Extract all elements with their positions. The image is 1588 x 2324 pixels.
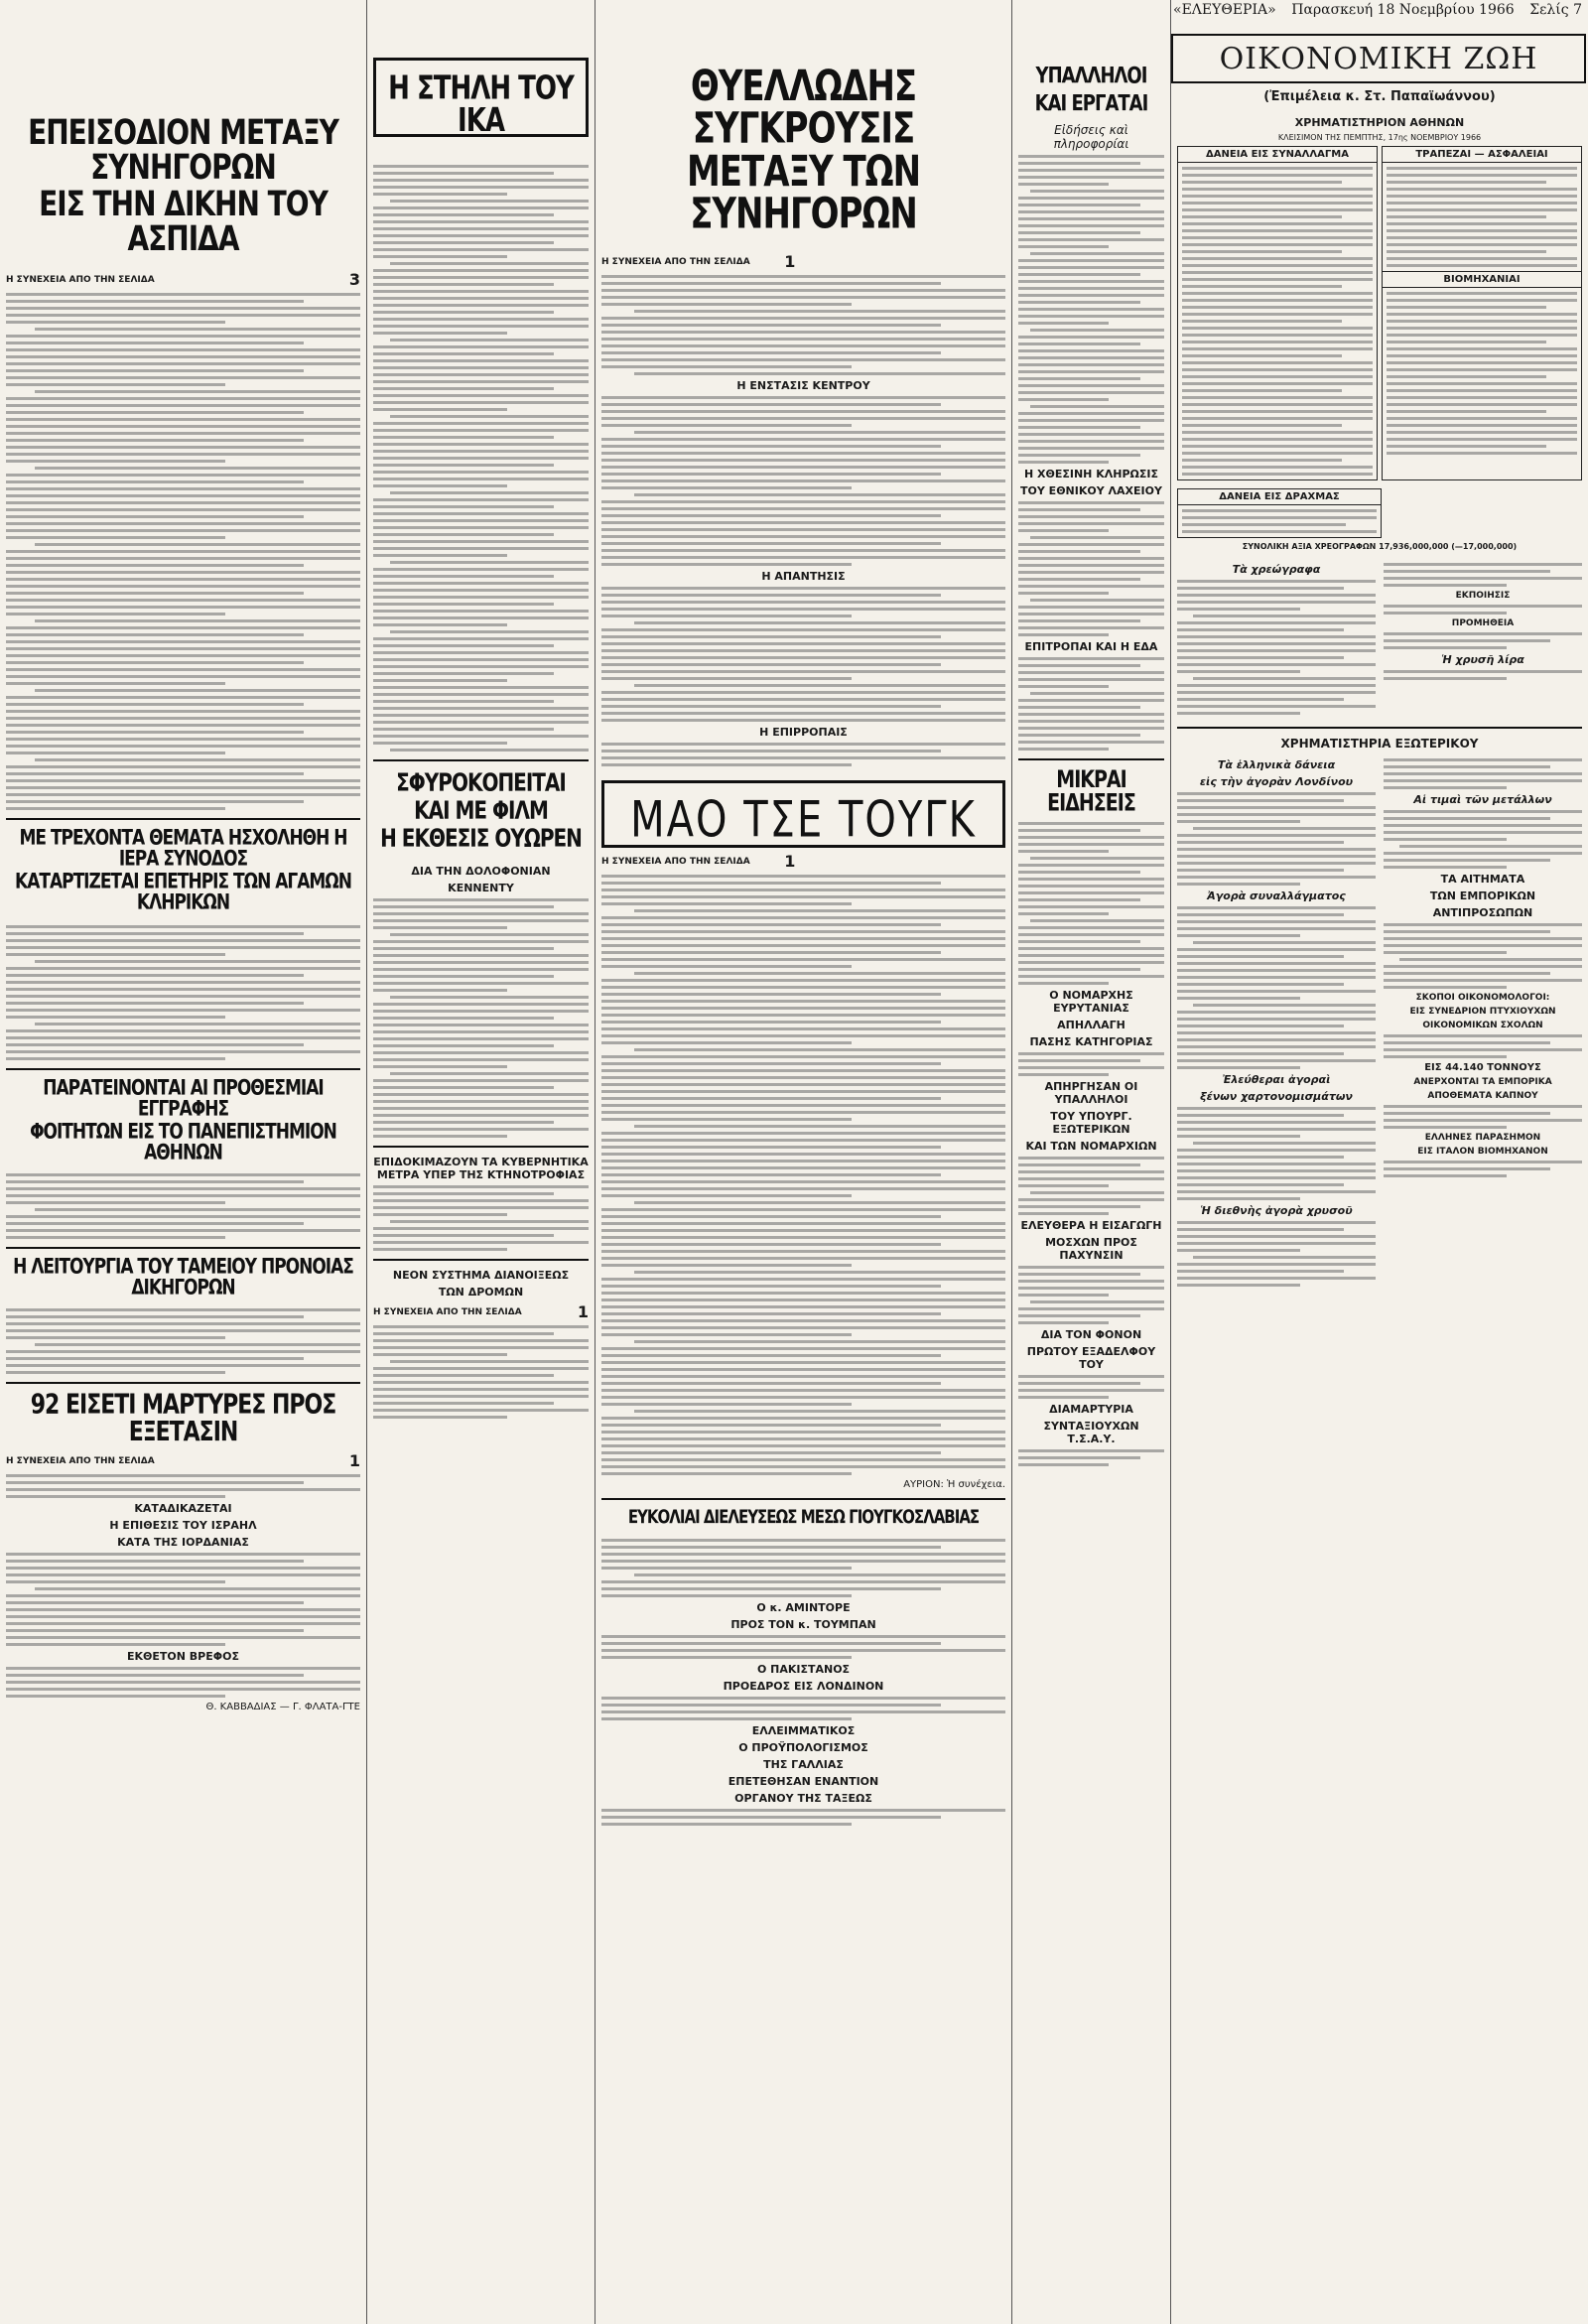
headline-scholon: ΟΙΚΟΝΟΜΙΚΩΝ ΣΧΟΛΩΝ xyxy=(1422,1021,1543,1030)
subhead-xrysi-lira: Ἡ χρυσῆ λίρα xyxy=(1441,653,1524,666)
headline-pakistanos: Ο ΠΑΚΙΣΤΑΝΟΣ xyxy=(756,1663,851,1676)
headline-exoterikou: ΧΡΗΜΑΤΙΣΤΗΡΙΑ ΕΞΩΤΕΡΙΚΟΥ xyxy=(1280,737,1479,751)
subhead-metallon: Αἱ τιμαὶ τῶν μετάλλων xyxy=(1413,793,1552,806)
headline-proypologismos: Ο ΠΡΟΫΠΟΛΟΓΙΣΜΟΣ xyxy=(738,1741,868,1754)
subhead-ekpoiisis: ΕΚΠΟΙΗΣΙΣ xyxy=(1455,591,1511,601)
section-title-oikonomiki-zoi: ΟΙΚΟΝΟΜΙΚΗ ΖΩΗ xyxy=(1171,34,1586,83)
continuation-marker: Η ΣΥΝΕΧΕΙΑ ΑΠΟ ΤΗΝ ΣΕΛΙΔΑ 1 xyxy=(601,252,796,271)
headline-epetiris: ΚΑΤΑΡΤΙΖΕΤΑΙ ΕΠΕΤΗΡΙΣ ΤΩΝ ΑΓΑΜΩΝ ΚΛΗΡΙΚΩΝ xyxy=(15,869,351,915)
continuation-marker: Η ΣΥΝΕΧΕΙΑ ΑΠΟ ΤΗΝ ΣΕΛΙΔΑ 3 xyxy=(6,270,360,289)
headline-synedrion: ΕΙΣ ΣΥΝΕΔΡΙΟΝ ΠΤΥΧΙΟΥΧΩΝ xyxy=(1409,1007,1556,1017)
subhead-agora-xrysou: Ἡ διεθνὴς ἀγορὰ χρυσοῦ xyxy=(1200,1204,1353,1217)
subhead-enstasis: Η ΕΝΣΤΑΣΙΣ ΚΕΝΤΡΟΥ xyxy=(736,379,870,392)
masthead xyxy=(1173,2,1582,18)
byline-signature: Θ. ΚΑΒΒΑΔΙΑΣ — Γ. ΦΛΑΤΑ-ΓΤΕ xyxy=(205,1702,360,1712)
table-daneia-drachmas: ΔΑΝΕΙΑ ΕΙΣ ΔΡΑΧΜΑΣ xyxy=(1177,488,1382,538)
byline-dolofonia: ΔΙΑ ΤΗΝ ΔΟΛΟΦΟΝΙΑΝ xyxy=(411,865,551,878)
subhead-eidiseis: Εἰδήσεις καὶ πληροφορίαι xyxy=(1053,123,1129,151)
headline-epithesis: Η ΕΠΙΘΕΣΙΣ ΤΟΥ ΙΣΡΑΗΛ xyxy=(109,1519,257,1532)
headline-tonnous: ΕΙΣ 44.140 ΤΟΝΝΟΥΣ xyxy=(1424,1062,1541,1073)
column-3 xyxy=(596,0,1012,2324)
total-value: ΣΥΝΟΛΙΚΗ ΑΞΙΑ ΧΡΕΟΓΡΑΦΩΝ 17,936,000,000 (—17,000,000) xyxy=(1242,542,1518,551)
headline-epitropai: ΕΠΙΤΡΟΠΑΙ ΚΑΙ Η ΕΔΑ xyxy=(1024,640,1158,653)
table-trapezai: ΤΡΑΠΕΖΑΙ — ΑΣΦΑΛΕΙΑΙ ΒΙΟΜΗΧΑΝΙΑΙ xyxy=(1382,146,1582,480)
subhead-ellinika-daneia: Τὰ ἑλληνικὰ δάνεια xyxy=(1217,758,1336,771)
ika-column-box xyxy=(373,58,589,140)
headline-diano-xeos: ΝΕΟΝ ΣΥΣΤΗΜΑ ΔΙΑΝΟΙΞΕΩΣ xyxy=(392,1269,570,1282)
headline-tsay: ΣΥΝΤΑΞΙΟΥΧΩΝ Τ.Σ.Α.Υ. xyxy=(1043,1420,1139,1445)
headline-nomarchis: Ο ΝΟΜΑΡΧΗΣ ΕΥΡΥΤΑΝΙΑΣ xyxy=(1049,989,1133,1015)
column-4 xyxy=(1012,0,1171,2324)
column-5 xyxy=(1171,83,1588,2324)
headline-panepistimion: ΦΟΙΤΗΤΩΝ ΕΙΣ ΤΟ ΠΑΝΕΠΙΣΤΗΜΙΟΝ ΑΘΗΝΩΝ xyxy=(30,1119,336,1165)
headline-antiprosopon: ΑΝΤΙΠΡΟΣΩΠΩΝ xyxy=(1432,906,1533,919)
section-editor: (Ἐπιμέλεια κ. Στ. Παπαϊωάννου) xyxy=(1263,89,1496,104)
headline-ktinotrofia: ΕΠΙΔΟΚΙΜΑΖΟΥΝ ΤΑ ΚΥΒΕΡΝΗΤΙΚΑ ΜΕΤΡΑ ΥΠΕΡ ΤΗΣ ΚΤΗΝΟΤΡΟΦΙΑΣ xyxy=(373,1156,589,1181)
headline-londinon: ΠΡΟΕΔΡΟΣ ΕΙΣ ΛΟΝΔΙΝΟΝ xyxy=(723,1680,884,1693)
headline-amintore: Ο κ. ΑΜΙΝΤΟΡΕ xyxy=(756,1601,851,1614)
article-body xyxy=(6,293,360,810)
headline-organou: ΟΡΓΑΝΟΥ ΤΗΣ ΤΑΞΕΩΣ xyxy=(734,1792,872,1805)
headline-toumpan: ΠΡΟΣ ΤΟΝ κ. ΤΟΥΜΠΑΝ xyxy=(730,1618,876,1631)
headline-emporika: ΑΝΕΡΧΟΝΤΑΙ ΤΑ ΕΜΠΟΡΙΚΑ xyxy=(1413,1077,1552,1087)
headline-ypourg: ΤΟΥ ΥΠΟΥΡΓ. ΕΞΩΤΕΡΙΚΩΝ xyxy=(1050,1110,1132,1136)
headline-gallias: ΤΗΣ ΓΑΛΛΙΑΣ xyxy=(763,1758,844,1771)
headline-apillagi: ΑΠΗΛΛΑΓΗ xyxy=(1057,1019,1125,1031)
headline-synigoron: ΜΕΤΑΞΥ ΤΩΝ ΣΥΝΗΓΟΡΩΝ xyxy=(686,147,921,239)
continuation-marker: Η ΣΥΝΕΧΕΙΑ ΑΠΟ ΤΗΝ ΣΕΛΙΔΑ 1 xyxy=(601,852,796,871)
headline-giougkoslavia: ΕΥΚΟΛΙΑΙ ΔΙΕΛΕΥΣΕΩΣ ΜΕΣΩ ΓΙΟΥΓΚΟΣΛΑΒΙΑΣ xyxy=(627,1505,980,1528)
headline-prothesmiai: ΠΑΡΑΤΕΙΝΟΝΤΑΙ ΑΙ ΠΡΟΘΕΣΜΙΑΙ ΕΓΓΡΑΦΗΣ xyxy=(43,1075,324,1122)
headline-me-film: ΚΑΙ ΜΕ ΦΙΛΜ xyxy=(414,794,548,825)
headline-ergatai: ΚΑΙ ΕΡΓΑΤΑΙ xyxy=(1034,90,1148,117)
table-daneia-synallagma: ΔΑΝΕΙΑ ΕΙΣ ΣΥΝΑΛΛΑΓΜΑ xyxy=(1177,146,1378,480)
headline-laxeiou: ΤΟΥ ΕΘΝΙΚΟΥ ΛΑΧΕΙΟΥ xyxy=(1020,484,1162,497)
column-2 xyxy=(367,0,596,2324)
mao-box xyxy=(601,780,1005,848)
subhead-promitheia: ΠΡΟΜΗΘΕΙΑ xyxy=(1451,618,1515,628)
byline-kennedy: ΚΕΝΝΕΝΤΥ xyxy=(448,882,514,894)
headline-parasimon: ΕΛΛΗΝΕΣ ΠΑΡΑΣΗΜΟΝ xyxy=(1424,1133,1541,1143)
headline-synodos: ΜΕ ΤΡΕΧΟΝΤΑ ΘΕΜΑΤΑ ΗΣΧΟΛΗΘΗ Η ΙΕΡΑ ΣΥΝΟΔΟΣ xyxy=(19,825,347,872)
headline-klirosis: Η ΧΘΕΣΙΝΗ ΚΛΗΡΩΣΙΣ xyxy=(1023,468,1158,480)
headline-eisagogi: ΕΛΕΥΘΕΡΑ Η ΕΙΣΑΓΩΓΗ xyxy=(1020,1219,1162,1232)
subhead-xreografa: Τὰ χρεώγραφα xyxy=(1232,563,1321,576)
headline-aitimata: ΤΑ ΑΙΤΗΜΑΤΑ xyxy=(1440,873,1525,886)
headline-oikonomologoi: ΣΚΟΠΟΙ ΟΙΚΟΝΟΜΟΛΟΓΟΙ: xyxy=(1415,993,1550,1003)
headline-fonon: ΔΙΑ ΤΟΝ ΦΟΝΟΝ xyxy=(1040,1328,1142,1341)
headline-emporikon: ΤΩΝ ΕΜΠΟΡΙΚΩΝ xyxy=(1429,889,1536,902)
headline-katadikazetai: ΚΑΤΑΔΙΚΑΖΕΤΑΙ xyxy=(134,1502,232,1515)
headline-epeisodion: ΕΠΕΙΣΟΔΙΟΝ ΜΕΤΑΞΥ ΣΥΝΗΓΟΡΩΝ xyxy=(28,111,338,188)
continuation-marker: Η ΣΥΝΕΧΕΙΑ ΑΠΟ ΤΗΝ ΣΕΛΙΔΑ 1 xyxy=(6,1451,360,1470)
subhead-epirropai: Η ΕΠΙΡΡΟΠΑΙΣ xyxy=(759,726,848,739)
issue-date: Παρασκευή 18 Νοεμβρίου 1966 xyxy=(1291,2,1515,18)
headline-tameio: Η ΛΕΙΤΟΥΡΓΙΑ ΤΟΥ ΤΑΜΕΙΟΥ ΠΡΟΝΟΙΑΣ ΔΙΚΗΓΟΡΩΝ xyxy=(13,1254,353,1300)
headline-dromon: ΤΩΝ ΔΡΟΜΩΝ xyxy=(438,1286,524,1299)
headline-viomichanon: ΕΙΣ ΙΤΑΛΟΝ ΒΙΟΜΗΧΑΝΟΝ xyxy=(1417,1147,1548,1157)
headline-xrimatistirion: ΧΡΗΜΑΤΙΣΤΗΡΙΟΝ ΑΘΗΝΩΝ xyxy=(1294,116,1465,129)
headline-ekthesis: Η ΕΚΘΕΣΙΣ ΟΥΩΡΕΝ xyxy=(380,822,582,853)
headline-epetethisan: ΕΠΕΤΕΘΗΣΑΝ ΕΝΑΝΤΙΟΝ xyxy=(728,1775,879,1788)
headline-diamartyria: ΔΙΑΜΑΡΤΥΡΙΑ xyxy=(1049,1403,1133,1416)
paper-name: «ΕΛΕΥΘΕΡΙΑ» xyxy=(1173,2,1276,18)
subhead-eleftherai-agorai: Ἐλεύθεραι ἀγοραὶ xyxy=(1222,1073,1331,1086)
continuation-marker: Η ΣΥΝΕΧΕΙΑ ΑΠΟ ΤΗΝ ΣΕΛΙΔΑ 1 xyxy=(373,1302,589,1321)
headline-ika: Η ΣΤΗΛΗ ΤΟΥ ΙΚΑ xyxy=(388,69,574,140)
headline-thyellodis: ΘΥΕΛΛΩΔΗΣ ΣΥΓΚΡΟΥΣΙΣ xyxy=(690,62,917,154)
headline-nomarchion: ΚΑΙ ΤΩΝ ΝΟΜΑΡΧΙΩΝ xyxy=(1025,1140,1157,1153)
headline-mao: ΜΑΟ ΤΣΕ ΤΟΥΓΚ xyxy=(630,791,977,849)
headline-sfyrokopeitai: ΣΦΥΡΟΚΟΠΕΙΤΑΙ xyxy=(396,766,566,797)
column-1 xyxy=(0,0,367,2324)
headline-mikrai-eidiseis: ΜΙΚΡΑΙ ΕΙΔΗΣΕΙΣ xyxy=(1047,765,1135,817)
headline-katigorias: ΠΑΣΗΣ ΚΑΤΗΓΟΡΙΑΣ xyxy=(1029,1035,1153,1048)
headline-aspida: ΕΙΣ ΤΗΝ ΔΙΚΗΝ ΤΟΥ ΑΣΠΙΔΑ xyxy=(39,183,328,259)
subhead-xartonomismaton: ξένων χαρτονομισμάτων xyxy=(1200,1090,1353,1103)
headline-apergisan: ΑΠΗΡΓΗΣΑΝ ΟΙ ΥΠΑΛΛΗΛΟΙ xyxy=(1044,1080,1138,1106)
headline-kapnou: ΑΠΟΘΕΜΑΤΑ ΚΑΠΝΟΥ xyxy=(1427,1091,1538,1101)
subhead-londinou: εἰς τὴν ἀγορὰν Λονδίνου xyxy=(1199,775,1354,788)
headline-exadelfou: ΠΡΩΤΟΥ ΕΞΑΔΕΛΦΟΥ ΤΟΥ xyxy=(1026,1345,1156,1371)
headline-vrefos: ΕΚΘΕΤΟΝ ΒΡΕΦΟΣ xyxy=(127,1650,239,1663)
headline-ypalliloi: ΥΠΑΛΛΗΛΟΙ xyxy=(1035,63,1147,89)
subhead-synallagmatos: Ἀγορὰ συναλλάγματος xyxy=(1207,889,1346,902)
subhead-apantisis: Η ΑΠΑΝΤΗΣΙΣ xyxy=(761,570,846,583)
headline-iordania: ΚΑΤΑ ΤΗΣ ΙΟΡΔΑΝΙΑΣ xyxy=(117,1536,249,1549)
headline-elleimmatikos: ΕΛΛΕΙΜΜΑΤΙΚΟΣ xyxy=(751,1724,856,1737)
headline-moschon: ΜΟΣΧΩΝ ΠΡΟΣ ΠΑΧΥΝΣΙΝ xyxy=(1045,1236,1137,1262)
page-number: Σελίς 7 xyxy=(1529,2,1582,18)
avrion-note: ΑΥΡΙΟΝ: Ἡ συνέχεια. xyxy=(903,1479,1005,1490)
closing-date: ΚΛΕΙΣΙΜΟΝ ΤΗΣ ΠΕΜΠΤΗΣ, 17ης ΝΟΕΜΒΡΙΟΥ 1966 xyxy=(1277,133,1482,142)
headline-martyres: 92 ΕΙΣΕΤΙ ΜΑΡΤΥΡΕΣ ΠΡΟΣ ΕΞΕΤΑΣΙΝ xyxy=(30,1389,336,1448)
